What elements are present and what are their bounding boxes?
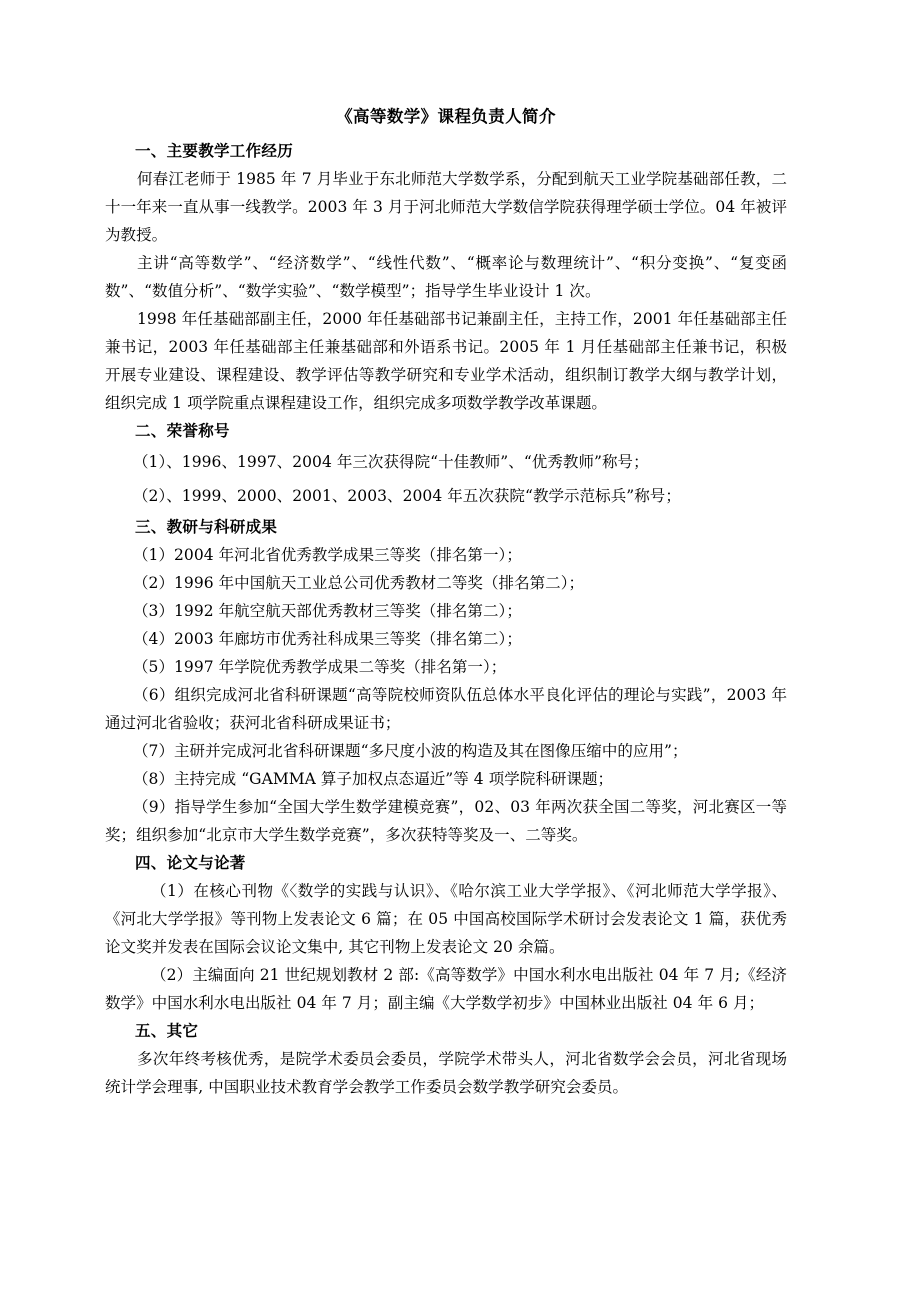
list-item: （4）2003 年廊坊市优秀社科成果三等奖（排名第二）； (133, 630, 522, 648)
list-item: （5）1997 年学院优秀教学成果二等奖（排名第一）； (133, 658, 507, 676)
section-heading-research-achievements: 三、教研与科研成果 (135, 517, 278, 536)
paragraph: 何春江老师于 1985 年 7 月毕业于东北师范大学数学系，分配到航天工业学院基础部任教，二十一年来一直从事一线教学。2003 年 3 月于河北师范大学数信学院获得理学硕士学位。04 年被评为教授。 (105, 170, 787, 244)
list-item: （1）在核心刊物《〈数学的实践与认识》、《哈尔滨工业大学学报》、《河北师范大学学报》、《河北大学学报》等刊物上发表论文 6 篇；在 05 中国高校国际学术研讨会发表论文 1 篇，获优秀论文奖并发表在国际会议论文集中, 其它刊物上发表论文 20 余篇。 (105, 882, 787, 956)
list-item: （1）2004 年河北省优秀教学成果三等奖（排名第一）； (133, 546, 522, 564)
section-heading-honors: 二、荣誉称号 (135, 421, 230, 440)
section-heading-others: 五、其它 (135, 1021, 199, 1040)
list-item: （8）主持完成 “GAMMA 算子加权点态逼近”等 4 项学院科研课题； (133, 770, 614, 788)
list-item: （6）组织完成河北省科研课题“高等院校师资队伍总体水平良化评估的理论与实践”，2003 年通过河北省验收；获河北省科研成果证书； (105, 686, 787, 732)
document-body (105, 103, 787, 1101)
paragraph: 多次年终考核优秀，是院学术委员会委员，学院学术带头人，河北省数学会会员，河北省现场统计学会理事, 中国职业技术教育学会教学工作委员会数学教学研究会委员。 (105, 1050, 787, 1096)
list-item: （2）1996 年中国航天工业总公司优秀教材二等奖（排名第二）； (133, 574, 585, 592)
list-item: （2）、1999、2000、2001、2003、2004 年五次获院“教学示范标兵”称号； (133, 487, 681, 505)
section-heading-work-experience: 一、主要教学工作经历 (135, 141, 294, 160)
list-item: （7）主研并完成河北省科研课题“多尺度小波的构造及其在图像压缩中的应用”； (133, 742, 688, 760)
list-item: （9）指导学生参加“全国大学生数学建模竞赛”，02、03 年两次获全国二等奖，河北赛区一等奖；组织参加“北京市大学生数学竞赛”，多次获特等奖及一、二等奖。 (105, 798, 787, 844)
list-item: （2）主编面向 21 世纪规划教材 2 部:《高等数学》中国水利水电出版社 04 年 7 月;《经济数学》中国水利水电出版社 04 年 7 月；副主编《大学数学初步》中国林业出版社 04 年 6 月； (105, 966, 787, 1012)
list-item: （1）、1996、1997、2004 年三次获得院“十佳教师”、“优秀教师”称号； (133, 453, 649, 471)
paragraph: 主讲“高等数学”、“经济数学”、“线性代数”、“概率论与数理统计”、“积分变换”、“复变函数”、“数值分析”、“数学实验”、“数学模型”；指导学生毕业设计 1 次。 (105, 254, 787, 300)
section-heading-papers-and-works: 四、论文与论著 (135, 853, 246, 872)
list-item: （3）1992 年航空航天部优秀教材三等奖（排名第二）； (133, 602, 522, 620)
page-title: 《高等数学》课程负责人简介 (336, 107, 556, 126)
paragraph: 1998 年任基础部副主任，2000 年任基础部书记兼副主任，主持工作，2001 年任基础部主任兼书记，2003 年任基础部主任兼基础部和外语系书记。2005 年 1 月任基础部主任兼书记，积极开展专业建设、课程建设、教学评估等教学研究和专业学术活动，组织制订教学大纲与教学计划，组织完成 1 项学院重点课程建设工作，组织完成多项数学教学改革课题。 (105, 310, 787, 412)
